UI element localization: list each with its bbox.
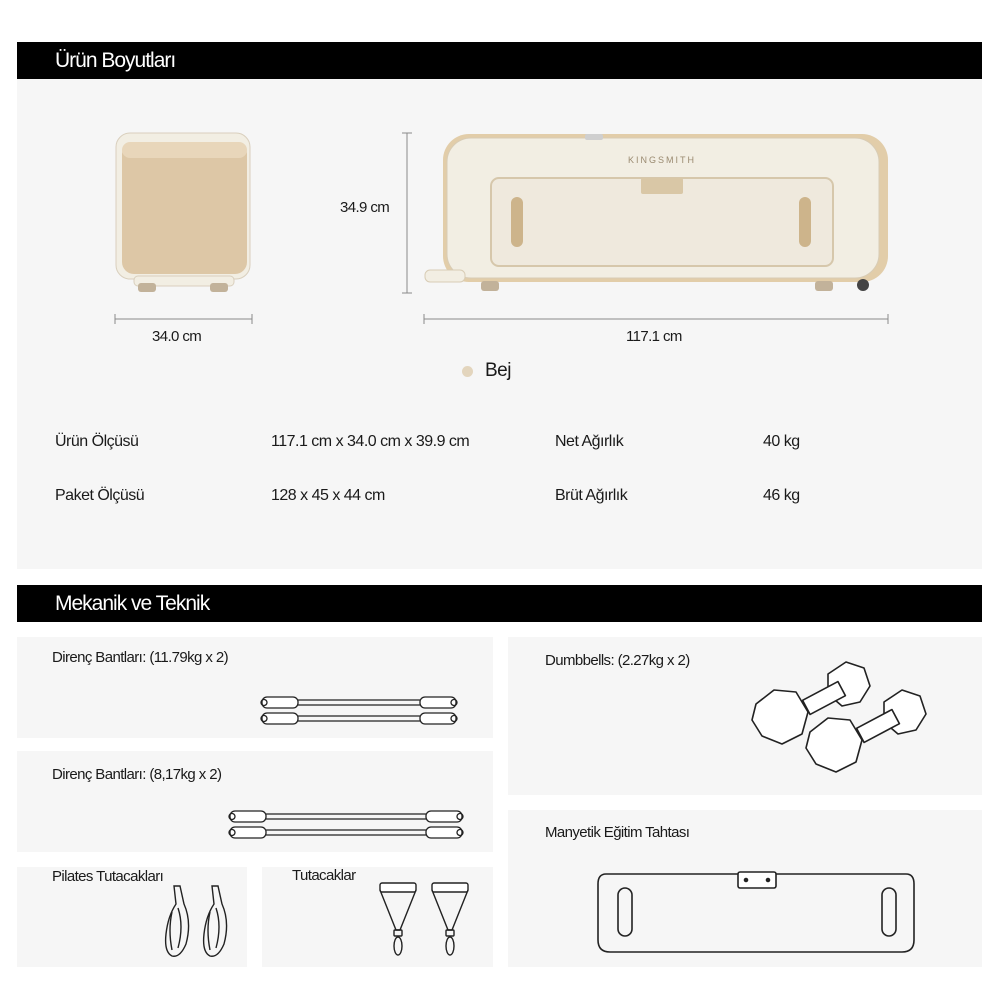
spec-value-product-size: 117.1 cm x 34.0 cm x 39.9 cm bbox=[271, 433, 470, 450]
spec-value-net-weight: 40 kg bbox=[763, 433, 800, 450]
spec-label-product-size: Ürün Ölçüsü bbox=[55, 433, 139, 450]
spec-label-package-size: Paket Ölçüsü bbox=[55, 487, 145, 504]
spec-value-gross-weight: 46 kg bbox=[763, 487, 800, 504]
training-board-icon bbox=[596, 870, 918, 956]
accessory-label-dumbbells: Dumbbells: (2.27kg x 2) bbox=[545, 652, 690, 669]
resistance-band-icon bbox=[226, 809, 468, 841]
depth-dimension-line bbox=[115, 314, 252, 324]
section-header-dimensions: Ürün Boyutları bbox=[17, 42, 982, 79]
accessory-label-band-heavy: Direnç Bantları: (11.79kg x 2) bbox=[52, 649, 228, 666]
depth-dimension-label: 34.0 cm bbox=[152, 328, 202, 345]
handle-icon bbox=[374, 880, 484, 960]
spec-label-gross-weight: Brüt Ağırlık bbox=[555, 487, 628, 504]
height-dimension-line bbox=[402, 133, 412, 293]
accessory-label-training-board: Manyetik Eğitim Tahtası bbox=[545, 824, 690, 841]
accessory-label-band-light: Direnç Bantları: (8,17kg x 2) bbox=[52, 766, 222, 783]
brand-mark: KINGSMITH bbox=[627, 155, 697, 165]
spec-label-net-weight: Net Ağırlık bbox=[555, 433, 624, 450]
dumbbell-icon bbox=[748, 660, 930, 782]
length-dimension-line bbox=[424, 314, 888, 324]
length-dimension-label: 117.1 cm bbox=[626, 328, 682, 345]
pilates-strap-icon bbox=[158, 882, 234, 960]
product-front-view-image bbox=[423, 130, 893, 295]
accessory-label-handles: Tutacaklar bbox=[292, 867, 356, 884]
section-header-mechanics: Mekanik ve Teknik bbox=[17, 585, 982, 622]
color-name: Bej bbox=[485, 360, 511, 381]
resistance-band-icon bbox=[258, 695, 464, 727]
product-side-view-image bbox=[112, 130, 257, 300]
accessory-label-pilates-straps: Pilates Tutacakları bbox=[52, 868, 164, 885]
color-swatch[interactable] bbox=[462, 366, 473, 377]
spec-value-package-size: 128 x 45 x 44 cm bbox=[271, 487, 385, 504]
height-dimension-label: 34.9 cm bbox=[340, 199, 390, 216]
